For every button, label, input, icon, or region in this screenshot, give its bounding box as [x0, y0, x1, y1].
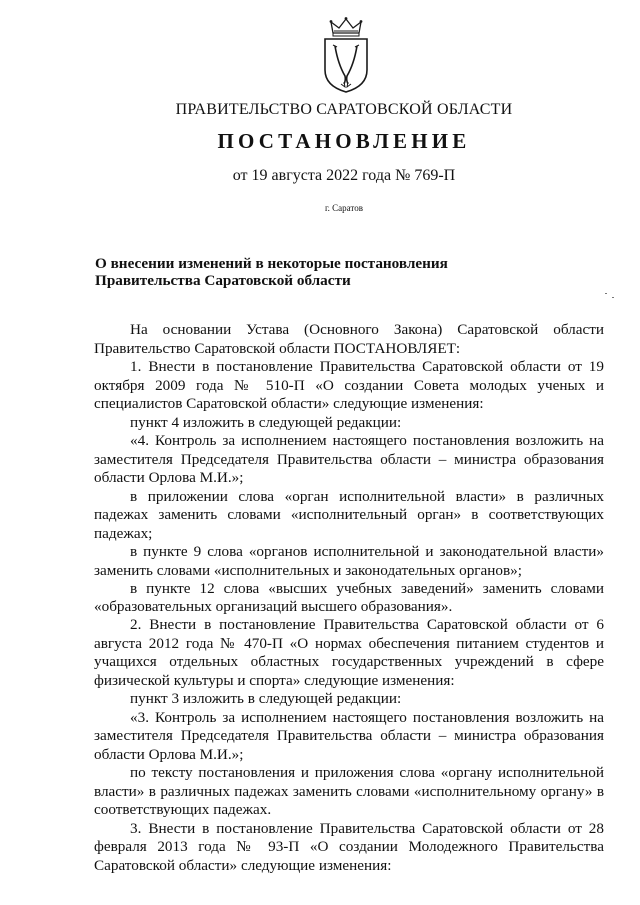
- scan-speck: [612, 297, 614, 298]
- document-title: [95, 255, 575, 289]
- document-city: г. Саратов: [325, 203, 363, 213]
- paragraph-item-1-point-4-text: «4. Контроль за исполнением настоящего постановления возложить на заместителя Председателя Правительства области – министра образования области Орлова М.И.»;: [94, 432, 604, 486]
- paragraph-item-1-point-12: в пункте 12 слова «высших учебных заведений» заменить словами «образовательных организаций высшего образования».: [94, 580, 604, 615]
- paragraph-item-2: 2. Внести в постановление Правительства Саратовской области от 6 августа 2012 года № 470-П «О нормах обеспечения питанием студентов и учащихся отдельных областных государственных учреждений в сфере физической культуры и спорта» следующие изменения:: [94, 616, 604, 689]
- document-type-heading: ПОСТАНОВЛЕНИЕ: [217, 129, 471, 153]
- paragraph-item-1-point-9: в пункте 9 слова «органов исполнительной и законодательной власти» заменить словами «исполнительных и законодательных органов»;: [94, 543, 604, 579]
- document-date-number: от 19 августа 2022 года № 769-П: [232, 167, 456, 184]
- paragraph-item-1: 1. Внести в постановление Правительства Саратовской области от 19 октября 2009 года № 510-П «О создании Совета молодых ученых и специалистов Саратовской области» следующие изменения:: [94, 358, 604, 412]
- paragraph-item-1-point-4: пункт 4 изложить в следующей редакции:: [130, 413, 402, 431]
- organization-name: ПРАВИТЕЛЬСТВО САРАТОВСКОЙ ОБЛАСТИ: [175, 101, 513, 118]
- document-body: [94, 321, 604, 875]
- paragraph-preamble: На основании Устава (Основного Закона) Саратовской области Правительство Саратовской области ПОСТАНОВЛЯЕТ:: [94, 321, 604, 357]
- saratov-coat-of-arms-icon: [319, 16, 373, 94]
- paragraph-item-2-text-replacement: по тексту постановления и приложения слова «органу исполнительной власти» в различных падежах заменить словами «исполнительному органу» в соответствующих падежах.: [94, 764, 604, 818]
- scan-speck: [605, 293, 607, 294]
- paragraph-item-1-appendix: в приложении слова «орган исполнительной власти» в различных падежах заменить словами «исполнительный орган» в соответствующих падежах;: [94, 487, 604, 542]
- paragraph-item-2-point-3-text: «3. Контроль за исполнением настоящего постановления возложить на заместителя Председателя Правительства области – министра образования области Орлова М.И.»;: [94, 708, 604, 763]
- document-title-line-2: Правительства Саратовской области: [95, 272, 351, 289]
- paragraph-item-2-point-3: пункт 3 изложить в следующей редакции:: [130, 690, 402, 707]
- document-title-line-1: О внесении изменений в некоторые постановления: [95, 255, 448, 272]
- paragraph-item-3: 3. Внести в постановление Правительства Саратовской области от 28 февраля 2013 года № 93-П «О создании Молодежного Правительства Саратовской области» следующие изменения:: [94, 819, 604, 874]
